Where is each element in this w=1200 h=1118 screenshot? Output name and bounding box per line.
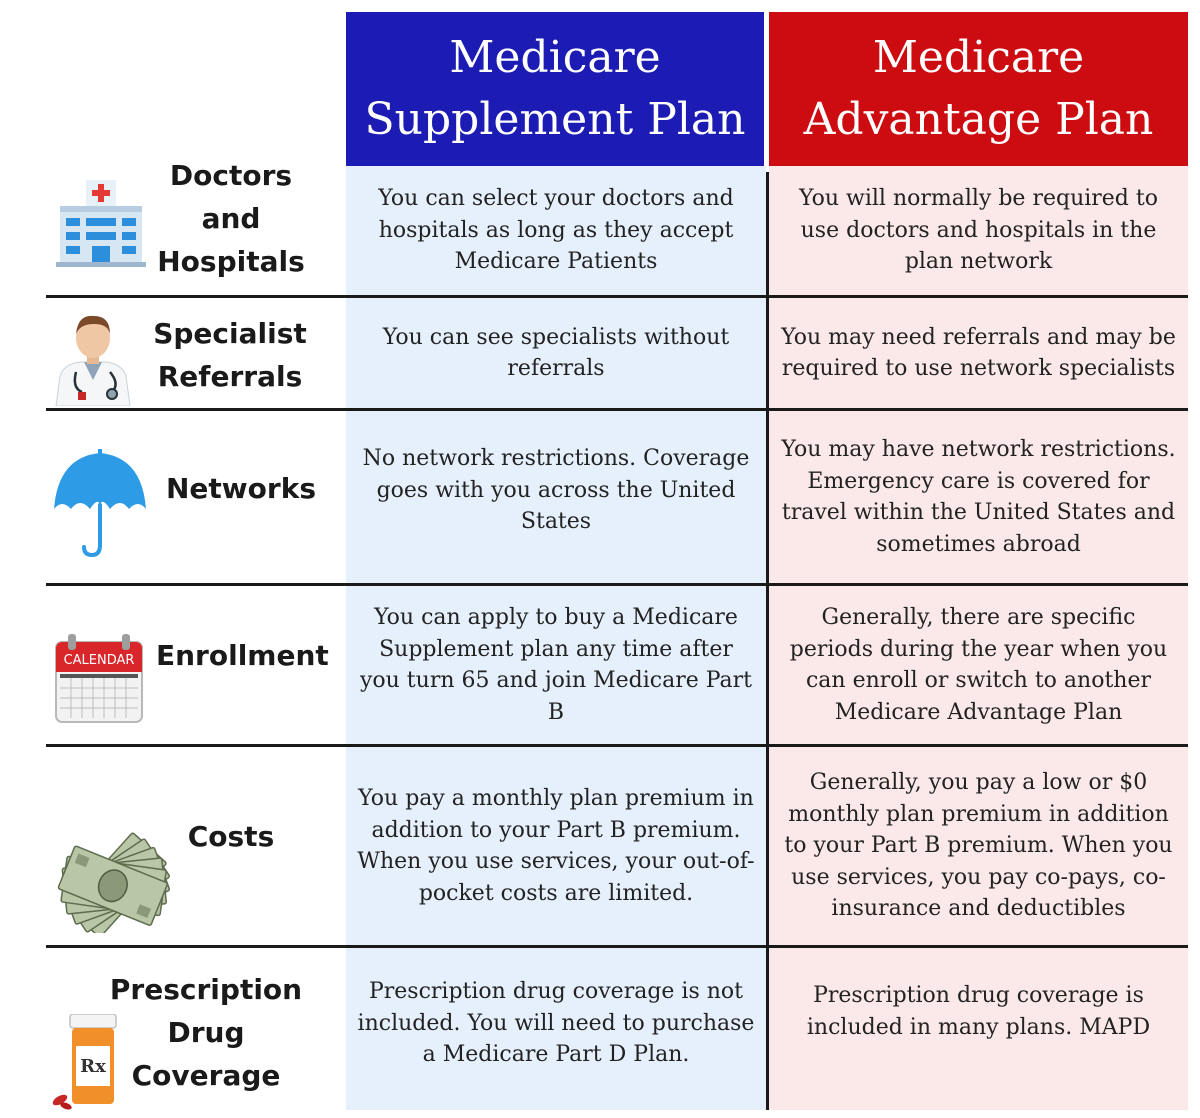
rx-label: Rx bbox=[80, 1056, 106, 1077]
hospital-icon bbox=[56, 174, 146, 269]
advantage-cell: You may have network restrictions. Emergency care is covered for travel within the United States and sometimes abroad bbox=[769, 411, 1188, 583]
row-label-area bbox=[46, 586, 346, 744]
row-prescription-drug-coverage bbox=[0, 948, 1200, 1110]
header-supplement-plan bbox=[346, 12, 764, 166]
advantage-cell: Prescription drug coverage is included in many plans. MAPD bbox=[769, 948, 1188, 1110]
header-advantage-line-2: Advantage Plan bbox=[803, 94, 1154, 145]
header-advantage-plan bbox=[769, 12, 1188, 166]
row-label-area bbox=[46, 298, 346, 408]
supplement-cell: You can select your doctors and hospitals as long as they accept Medicare Patients bbox=[346, 166, 766, 295]
row-label-area bbox=[46, 159, 346, 295]
doctor-icon bbox=[50, 310, 136, 406]
supplement-cell: No network restrictions. Coverage goes with you across the United States bbox=[346, 411, 766, 583]
row-label: Prescription Drug Coverage bbox=[109, 973, 303, 1092]
row-divider bbox=[46, 583, 1188, 586]
row-divider bbox=[46, 945, 1188, 948]
row-label-area bbox=[46, 948, 346, 1110]
row-label: Specialist Referrals bbox=[153, 317, 307, 393]
row-divider bbox=[46, 295, 1188, 298]
row-label: Networks bbox=[165, 472, 316, 505]
calendar-icon bbox=[54, 634, 144, 724]
column-divider bbox=[766, 172, 769, 1110]
row-label-area bbox=[46, 747, 346, 945]
supplement-cell: You can see specialists without referrals bbox=[346, 298, 766, 408]
umbrella-icon bbox=[52, 449, 148, 557]
row-label: Doctors and Hospitals bbox=[157, 159, 305, 278]
supplement-cell: Prescription drug coverage is not included. You will need to purchase a Medicare Part D Plan. bbox=[346, 948, 766, 1110]
supplement-cell: You pay a monthly plan premium in addition to your Part B premium. When you use services, your out-of-pocket costs are limited. bbox=[346, 747, 766, 945]
row-specialist-referrals bbox=[0, 298, 1200, 408]
row-costs bbox=[0, 747, 1200, 945]
advantage-cell: You will normally be required to use doctors and hospitals in the plan network bbox=[769, 166, 1188, 295]
advantage-cell: Generally, you pay a low or $0 monthly plan premium in addition to your Part B premium. When you use services, you pay co-pays, co-insurance and deductibles bbox=[769, 747, 1188, 945]
row-doctors-hospitals bbox=[0, 159, 1200, 295]
advantage-cell: You may need referrals and may be required to use network specialists bbox=[769, 298, 1188, 408]
row-label-area bbox=[46, 411, 346, 583]
money-icon bbox=[54, 823, 172, 933]
row-label: Enrollment bbox=[156, 639, 329, 672]
supplement-cell: You can apply to buy a Medicare Supplement plan any time after you turn 65 and join Medicare Part B bbox=[346, 586, 766, 744]
row-label: Costs bbox=[187, 820, 275, 853]
header-supplement-line-2: Supplement Plan bbox=[364, 94, 746, 145]
row-divider bbox=[46, 744, 1188, 747]
row-divider bbox=[46, 408, 1188, 411]
advantage-cell: Generally, there are specific periods during the year when you can enroll or switch to another Medicare Advantage Plan bbox=[769, 586, 1188, 744]
header-supplement-line-1: Medicare bbox=[449, 32, 661, 83]
row-networks bbox=[0, 411, 1200, 583]
header-advantage-line-1: Medicare bbox=[872, 32, 1085, 83]
row-enrollment bbox=[0, 586, 1200, 744]
calendar-icon-text: CALENDAR bbox=[63, 653, 135, 668]
